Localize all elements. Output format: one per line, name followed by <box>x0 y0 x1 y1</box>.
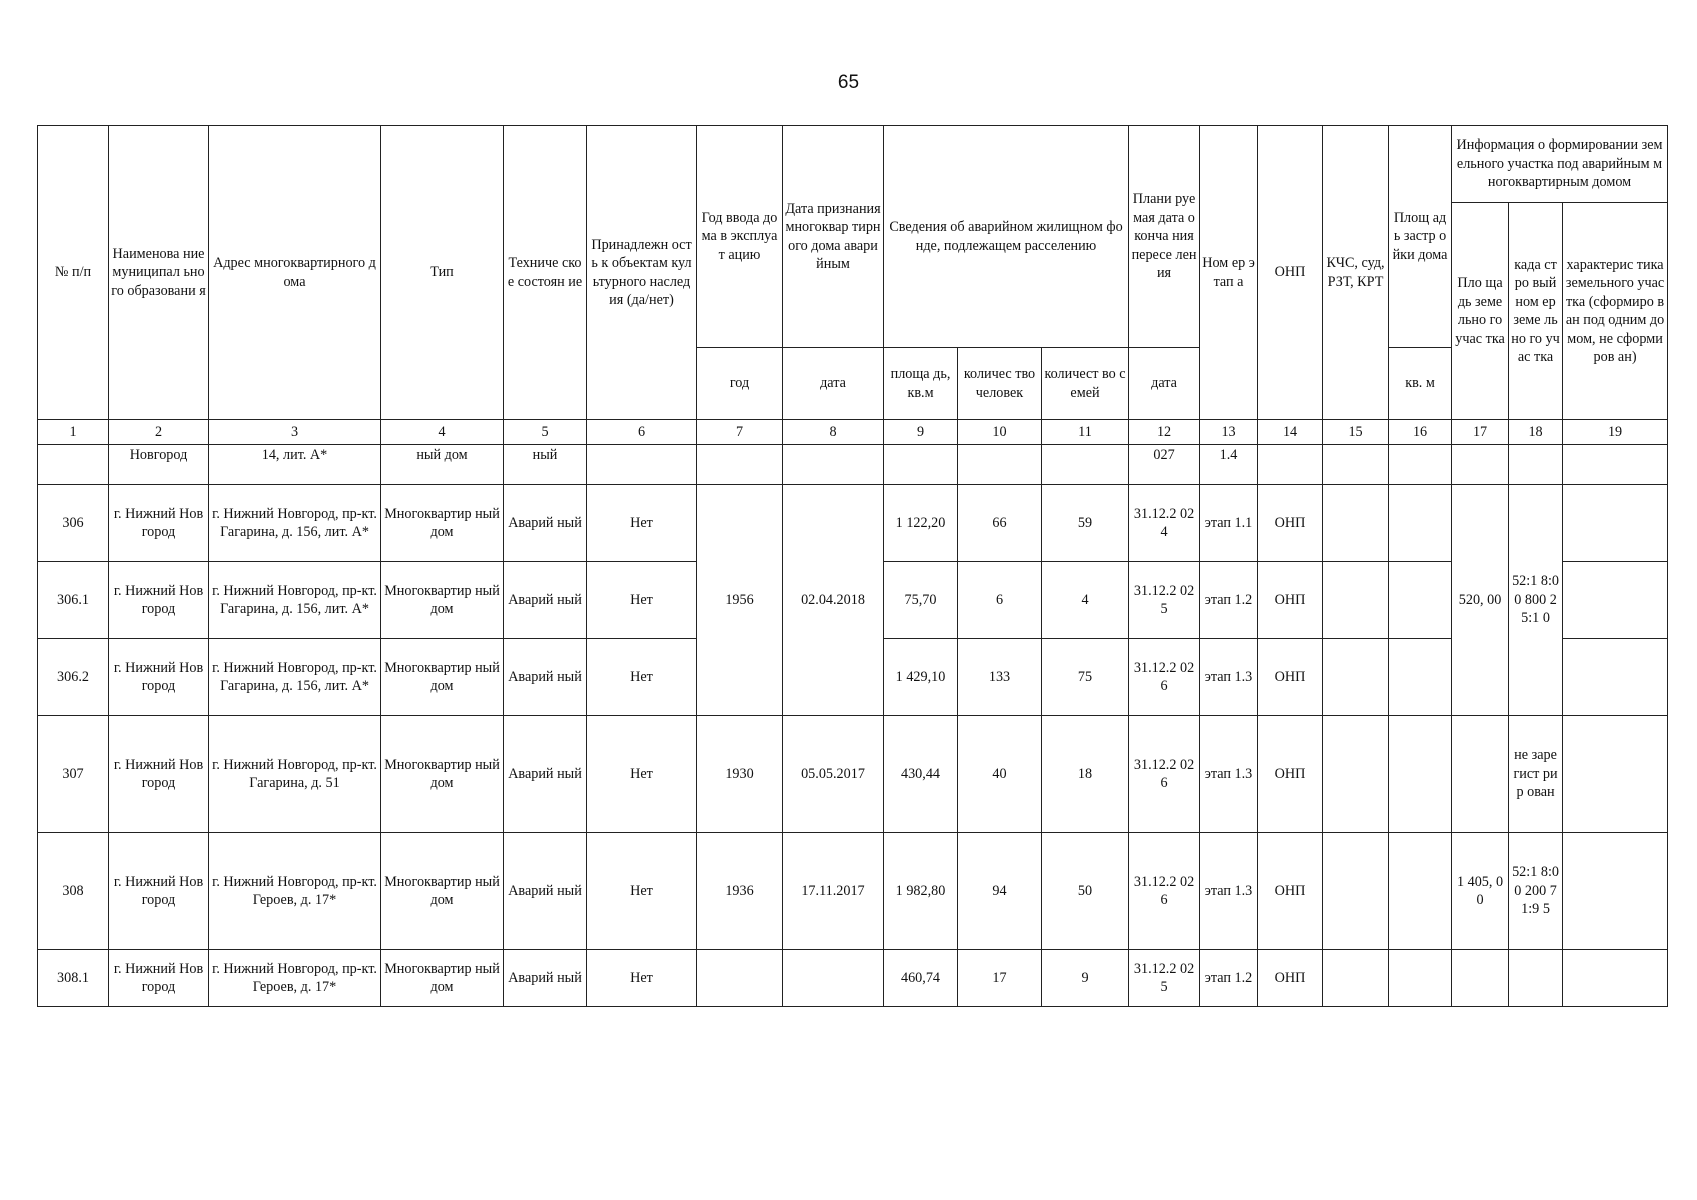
cell-onp: ОНП <box>1258 562 1323 639</box>
cell-year: 1936 <box>697 833 783 950</box>
cell-land-area: 520, 00 <box>1452 485 1509 716</box>
cell-stage: этап 1.1 <box>1200 485 1258 562</box>
cell-heritage: Нет <box>587 950 697 1007</box>
cell-heritage: Нет <box>587 562 697 639</box>
column-number: 5 <box>504 420 587 445</box>
cell-people: 6 <box>958 562 1042 639</box>
column-number: 9 <box>884 420 958 445</box>
cell-municipality: Новгород <box>109 445 209 485</box>
column-number: 3 <box>209 420 381 445</box>
cell-area: 430,44 <box>884 716 958 833</box>
column-number: 1 <box>38 420 109 445</box>
header-kchs: КЧС, суд, РЗТ, КРТ <box>1323 126 1389 420</box>
column-number: 10 <box>958 420 1042 445</box>
cell-condition: Аварий ный <box>504 639 587 716</box>
table-row <box>38 950 1668 1007</box>
cell-type: Многоквартир ный дом <box>381 950 504 1007</box>
column-number: 12 <box>1129 420 1200 445</box>
cell-number: 307 <box>38 716 109 833</box>
cell-stage: этап 1.2 <box>1200 562 1258 639</box>
cell-municipality: г. Нижний Новгород <box>109 950 209 1007</box>
page-number: 65 <box>837 72 860 93</box>
header-people: количес тво человек <box>958 348 1042 420</box>
header-planned-date: Плани руемая дата оконча ния пересе ления <box>1129 126 1200 348</box>
cell-area: 460,74 <box>884 950 958 1007</box>
table-row <box>38 716 1668 833</box>
table-header <box>38 126 1668 445</box>
column-number: 8 <box>783 420 884 445</box>
cell-number: 306 <box>38 485 109 562</box>
table-body <box>38 445 1668 1007</box>
column-number: 18 <box>1509 420 1563 445</box>
cell-municipality: г. Нижний Новгород <box>109 562 209 639</box>
column-number: 19 <box>1563 420 1668 445</box>
column-number: 6 <box>587 420 697 445</box>
cell-recognition-date: 02.04.2018 <box>783 485 884 716</box>
cell-type: Многоквартир ный дом <box>381 639 504 716</box>
cell-address: г. Нижний Новгород, пр-кт. Гагарина, д. 51 <box>209 716 381 833</box>
header-condition: Техниче ское состоян ие <box>504 126 587 420</box>
header-area: площа дь, кв.м <box>884 348 958 420</box>
cell-stage: этап 1.3 <box>1200 833 1258 950</box>
header-year: Год ввода дома в эксплуат ацию <box>697 126 783 348</box>
cell-onp: ОНП <box>1258 485 1323 562</box>
cell-type: Многоквартир ный дом <box>381 485 504 562</box>
cell-heritage: Нет <box>587 639 697 716</box>
cell-people: 133 <box>958 639 1042 716</box>
cell-address: г. Нижний Новгород, пр-кт. Героев, д. 17* <box>209 833 381 950</box>
cell-heritage: Нет <box>587 833 697 950</box>
cell-end-date: 31.12.2 025 <box>1129 950 1200 1007</box>
header-date-unit: дата <box>783 348 884 420</box>
cell-families: 4 <box>1042 562 1129 639</box>
cell-end-date: 31.12.2 026 <box>1129 639 1200 716</box>
header-built-area: Площ адь застр ойки дома <box>1389 126 1452 348</box>
cell-cadastral: 52:1 8:00 800 25:1 0 <box>1509 485 1563 716</box>
cell-stage: этап 1.3 <box>1200 639 1258 716</box>
cell-end-date: 027 <box>1129 445 1200 485</box>
column-number: 17 <box>1452 420 1509 445</box>
cell-people: 17 <box>958 950 1042 1007</box>
cell-condition: Аварий ный <box>504 562 587 639</box>
cell-families: 50 <box>1042 833 1129 950</box>
column-number: 2 <box>109 420 209 445</box>
cell-area: 75,70 <box>884 562 958 639</box>
header-housing-info: Сведения об аварийном жилищном фонде, подлежащем расселению <box>884 126 1129 348</box>
column-number: 14 <box>1258 420 1323 445</box>
header-year-unit: год <box>697 348 783 420</box>
cell-families: 75 <box>1042 639 1129 716</box>
header-stage: Ном ер этап а <box>1200 126 1258 420</box>
cell-condition: Аварий ный <box>504 950 587 1007</box>
cell-onp: ОНП <box>1258 716 1323 833</box>
header-type: Тип <box>381 126 504 420</box>
cell-municipality: г. Нижний Новгород <box>109 833 209 950</box>
table-row <box>38 485 1668 562</box>
cell-onp: ОНП <box>1258 833 1323 950</box>
header-planned-date-unit: дата <box>1129 348 1200 420</box>
header-cadastral: када стро вый ном ер земе льно го учас тка <box>1509 203 1563 420</box>
header-recognition-date: Дата признания многоквар тирного дома аварийным <box>783 126 884 348</box>
cell-recognition-date: 17.11.2017 <box>783 833 884 950</box>
cell-area: 1 982,80 <box>884 833 958 950</box>
cell-number: 306.1 <box>38 562 109 639</box>
cell-address: г. Нижний Новгород, пр-кт. Гагарина, д. 156, лит. А* <box>209 562 381 639</box>
cell-heritage: Нет <box>587 485 697 562</box>
header-municipality: Наименова ние муниципал ьного образовани я <box>109 126 209 420</box>
cell-address: г. Нижний Новгород, пр-кт. Героев, д. 17* <box>209 950 381 1007</box>
cell-end-date: 31.12.2 026 <box>1129 716 1200 833</box>
cell-onp: ОНП <box>1258 950 1323 1007</box>
cell-year: 1956 <box>697 485 783 716</box>
header-land-area: Пло щадь земе льно го учас тка <box>1452 203 1509 420</box>
cell-land-area: 1 405, 00 <box>1452 833 1509 950</box>
cell-type: Многоквартир ный дом <box>381 716 504 833</box>
cell-number: 308.1 <box>38 950 109 1007</box>
cell-number: 308 <box>38 833 109 950</box>
table-row <box>38 445 1668 485</box>
header-onp: ОНП <box>1258 126 1323 420</box>
header-built-area-unit: кв. м <box>1389 348 1452 420</box>
cell-condition: Аварий ный <box>504 716 587 833</box>
cell-area: 1 429,10 <box>884 639 958 716</box>
header-families: количест во семей <box>1042 348 1129 420</box>
cell-number: 306.2 <box>38 639 109 716</box>
cell-address: г. Нижний Новгород, пр-кт. Гагарина, д. 156, лит. А* <box>209 485 381 562</box>
cell-stage: этап 1.2 <box>1200 950 1258 1007</box>
cell-condition: Аварий ный <box>504 833 587 950</box>
header-heritage: Принадлежн ость к объектам культурного наследия (да/нет) <box>587 126 697 420</box>
header-number: № п/п <box>38 126 109 420</box>
cell-end-date: 31.12.2 025 <box>1129 562 1200 639</box>
cell-end-date: 31.12.2 026 <box>1129 833 1200 950</box>
cell-year: 1930 <box>697 716 783 833</box>
column-numbers-row <box>38 420 1668 445</box>
cell-heritage: Нет <box>587 716 697 833</box>
header-address: Адрес многоквартирного дома <box>209 126 381 420</box>
cell-municipality: г. Нижний Новгород <box>109 716 209 833</box>
cell-type: ный дом <box>381 445 504 485</box>
cell-condition: ный <box>504 445 587 485</box>
cell-families: 9 <box>1042 950 1129 1007</box>
emergency-housing-table <box>37 125 1668 1007</box>
cell-address: 14, лит. А* <box>209 445 381 485</box>
cell-type: Многоквартир ный дом <box>381 562 504 639</box>
cell-stage: 1.4 <box>1200 445 1258 485</box>
cell-end-date: 31.12.2 024 <box>1129 485 1200 562</box>
column-number: 15 <box>1323 420 1389 445</box>
cell-people: 40 <box>958 716 1042 833</box>
column-number: 7 <box>697 420 783 445</box>
cell-cadastral: 52:1 8:00 200 71:9 5 <box>1509 833 1563 950</box>
cell-people: 94 <box>958 833 1042 950</box>
cell-municipality: г. Нижний Новгород <box>109 639 209 716</box>
column-number: 16 <box>1389 420 1452 445</box>
column-number: 13 <box>1200 420 1258 445</box>
cell-onp: ОНП <box>1258 639 1323 716</box>
cell-municipality: г. Нижний Новгород <box>109 485 209 562</box>
cell-people: 66 <box>958 485 1042 562</box>
column-number: 11 <box>1042 420 1129 445</box>
cell-stage: этап 1.3 <box>1200 716 1258 833</box>
cell-condition: Аварий ный <box>504 485 587 562</box>
cell-type: Многоквартир ный дом <box>381 833 504 950</box>
cell-families: 18 <box>1042 716 1129 833</box>
cell-area: 1 122,20 <box>884 485 958 562</box>
cell-recognition-date: 05.05.2017 <box>783 716 884 833</box>
cell-families: 59 <box>1042 485 1129 562</box>
column-number: 4 <box>381 420 504 445</box>
cell-address: г. Нижний Новгород, пр-кт. Гагарина, д. 156, лит. А* <box>209 639 381 716</box>
header-land-info: Информация о формировании земельного участка под аварийным многоквартирным домом <box>1452 126 1668 203</box>
header-land-character: характерис тика земельного участка (сформиро ван под одним домом, не сформиров ан) <box>1563 203 1668 420</box>
cell-cadastral: не заре гист рир ован <box>1509 716 1563 833</box>
table-row <box>38 833 1668 950</box>
